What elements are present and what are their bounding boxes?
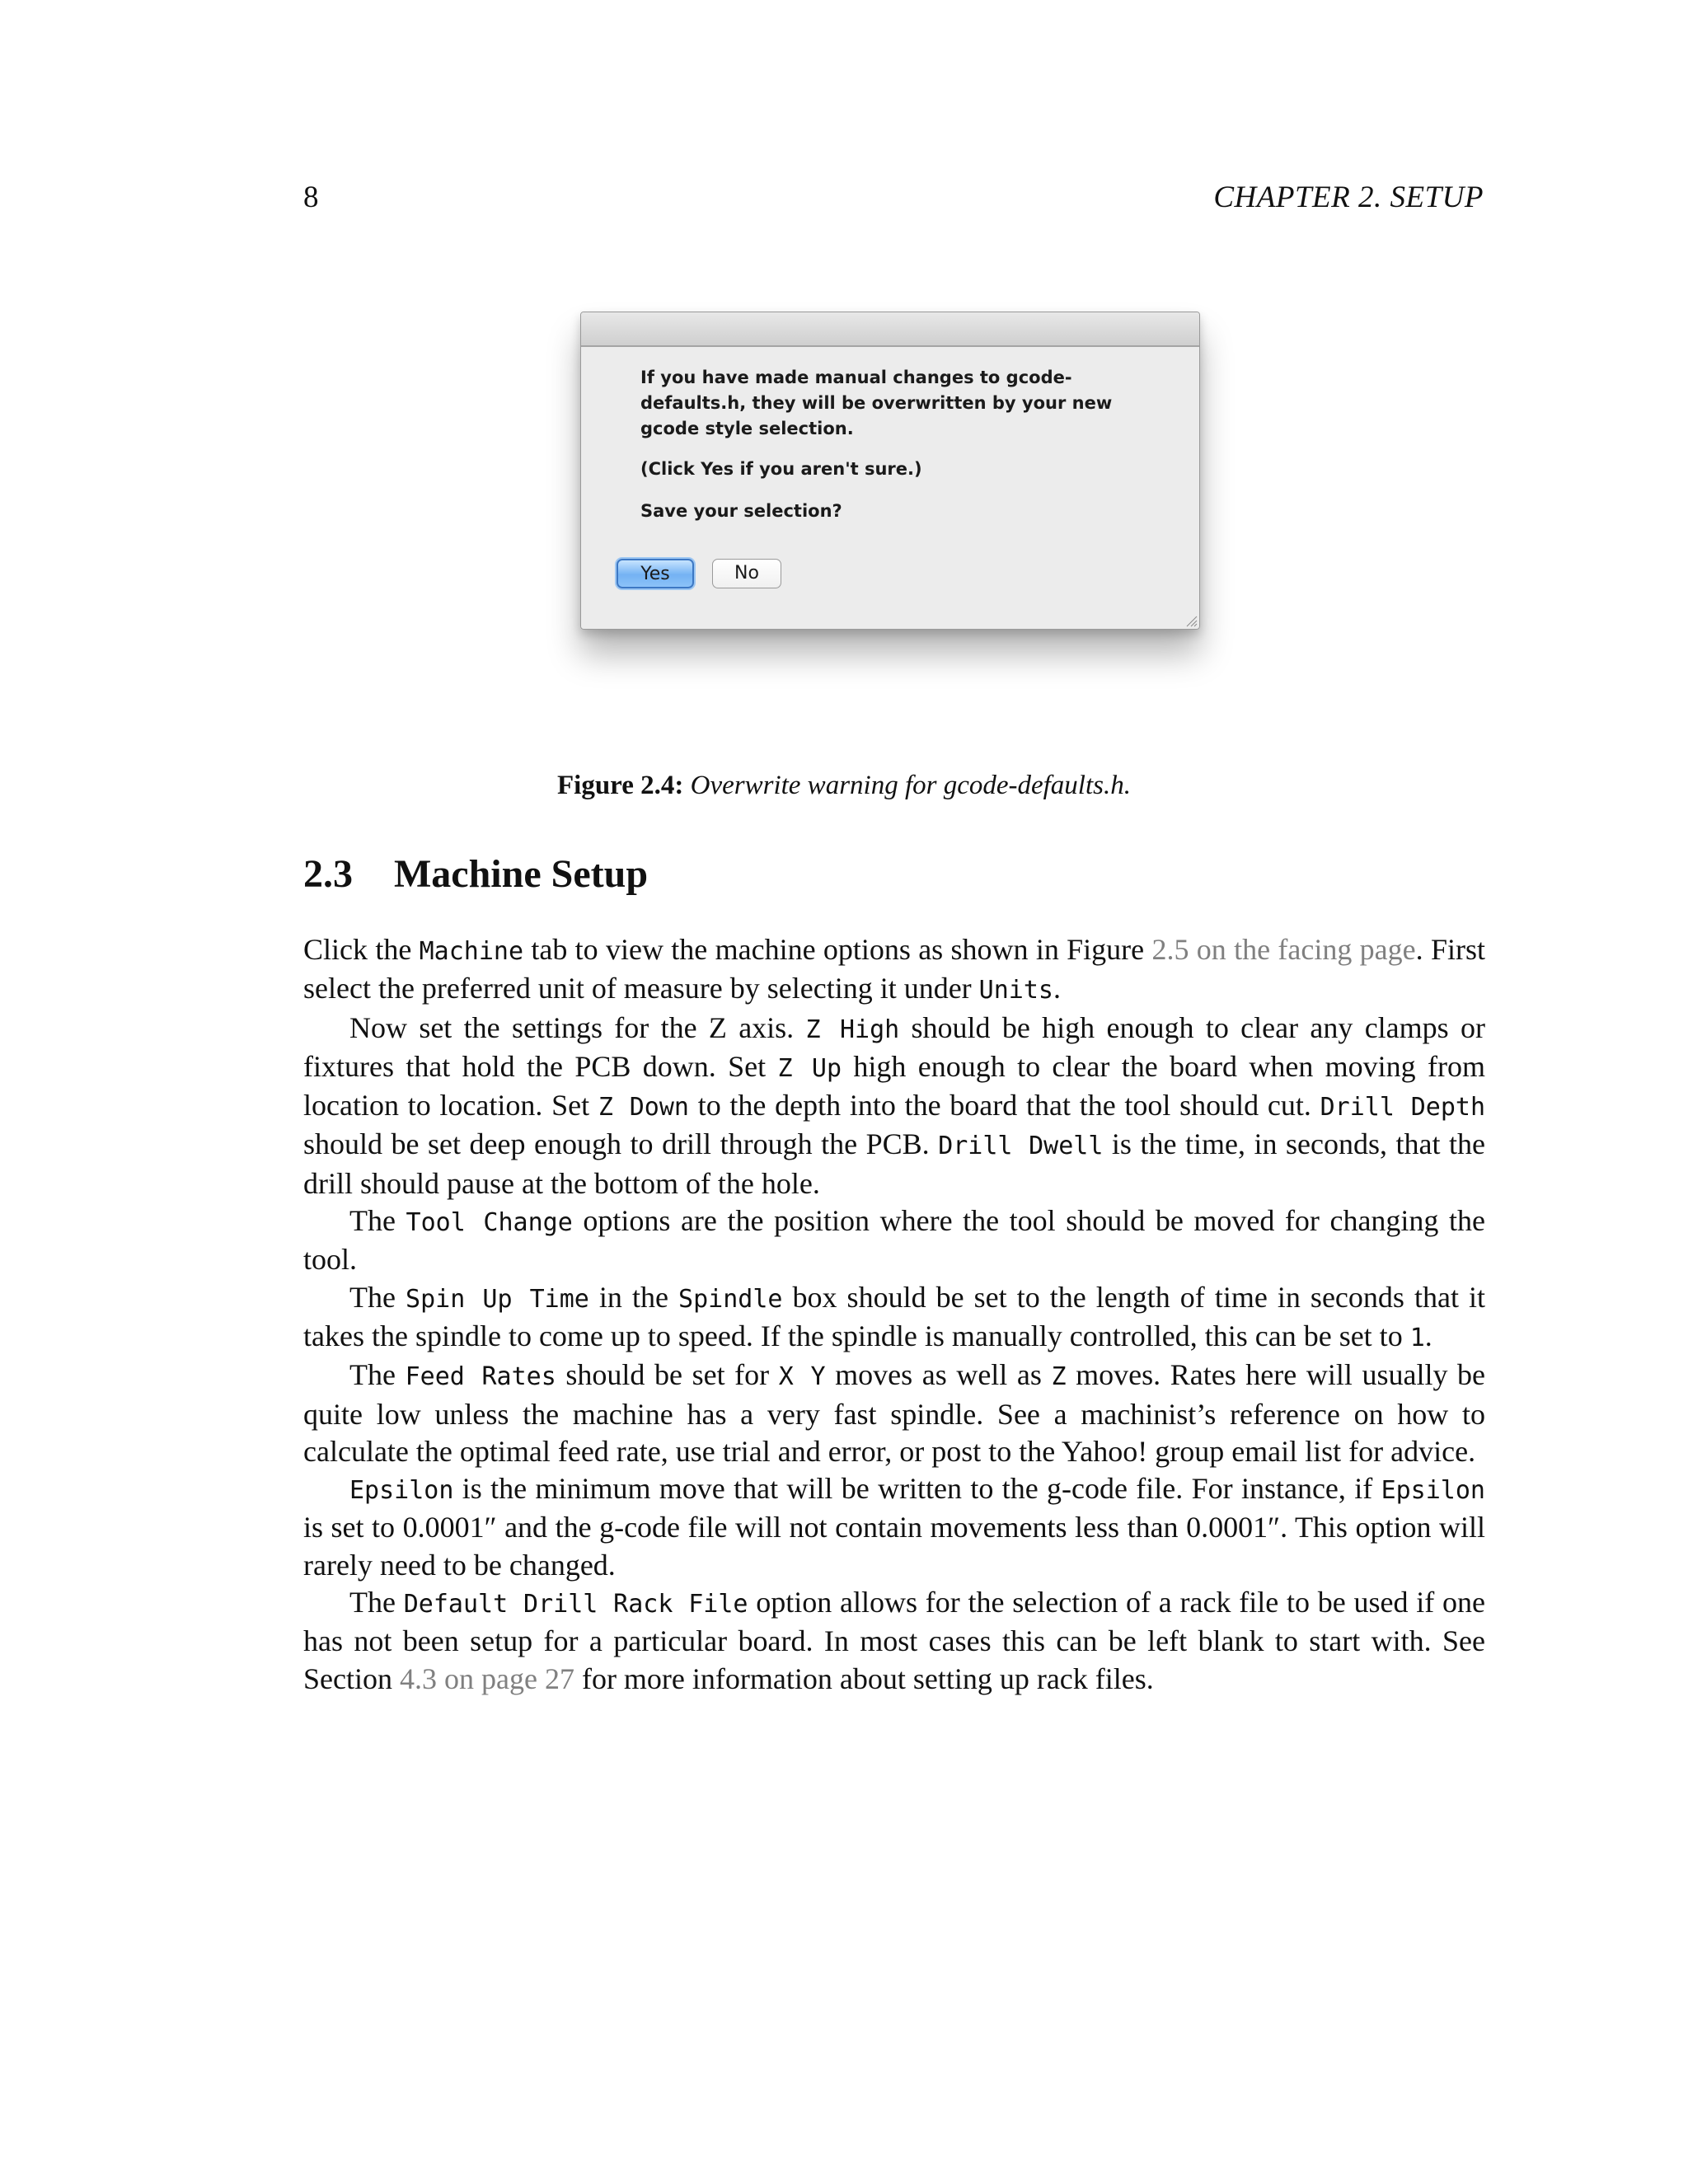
dialog-hint: (Click Yes if you aren't sure.) [640,459,922,479]
text-run: is the minimum move that will be written to the g-code file. For instance, if [453,1472,1381,1506]
paragraph [303,1470,1485,1584]
cross-reference-link[interactable]: 4.3 on page 27 [399,1661,574,1695]
text-run: in the [588,1280,679,1314]
no-button[interactable]: No [712,559,781,588]
resize-grip-icon[interactable] [1184,614,1198,627]
code-term: Z High [805,1015,900,1044]
text-run: should be set for [556,1358,779,1392]
text-run: The [349,1358,406,1392]
code-term: Z Up [777,1053,842,1083]
code-term: Z [1051,1362,1067,1392]
code-term: X Y [778,1362,826,1392]
code-term: 1 [1409,1323,1425,1352]
overwrite-warning-dialog [580,312,1200,630]
cross-reference-link[interactable]: 2.5 on the facing page [1151,933,1416,966]
dialog-titlebar[interactable] [581,312,1199,347]
paragraph [303,1202,1485,1279]
paragraph [303,1357,1485,1470]
paragraph [303,1584,1485,1698]
code-term: Spin Up Time [406,1284,589,1314]
code-term: Units [978,976,1053,1005]
text-run: Click the [303,933,420,966]
text-run: The [349,1586,404,1619]
text-run: box should be set to the length of time in seconds that it takes the spindle to come up to speed. If the spindle is manually controlled, this can be set to [303,1280,1485,1352]
dialog-message: If you have made manual changes to gcode-defaults.h, they will be overwritten by your new gcode style selection. [640,368,1113,438]
text-run: for more information about setting up rack files. [574,1661,1154,1695]
dialog-question: Save your selection? [640,501,842,521]
text-run: The [349,1204,406,1238]
text-run: should be set deep enough to drill through the PCB. [303,1127,939,1161]
body-text [303,931,1485,1698]
code-term: Machine [419,937,524,966]
code-term: Drill Depth [1320,1093,1485,1122]
text-run: tab to view the machine options as shown in Figure [523,933,1152,966]
figure-caption-text: Overwrite warning for gcode-defaults.h. [690,771,1131,800]
code-term: Spindle [678,1284,783,1314]
yes-button[interactable]: Yes [617,559,694,588]
section-heading [303,851,648,897]
text-run: moves as well as [825,1358,1052,1392]
text-run: moves. Rates here will usually be quite low unless the machine has a very fast spindle. See a machinist’s reference on how to calculate the optimal feed rate, use trial and error, or post to the Yahoo! group email list for advice. [303,1358,1486,1468]
code-term: Epsilon [349,1476,454,1506]
text-run: high enough to clear the board when moving from location to location. Set [303,1049,1486,1122]
figure-caption [0,771,1688,801]
page-number: 8 [303,180,319,214]
paragraph [303,1279,1485,1357]
text-run: to the depth into the board that the tool should cut. [688,1089,1320,1122]
figure-label: Figure 2.4: [557,771,684,800]
text-run: The [349,1280,406,1314]
text-run: options are the position where the tool should be moved for changing the tool. [303,1204,1485,1277]
code-term: Default Drill Rack File [403,1590,748,1619]
text-run: is the time, in seconds, that the drill should pause at the bottom of the hole. [303,1127,1485,1200]
text-run: option allows for the selection of a rack file to be used if one has not been setup for a particular board. In most cases this can be left blank to start with. See Section [303,1586,1485,1695]
paragraph [303,931,1485,1010]
code-term: Drill Dwell [938,1132,1104,1161]
code-term: Feed Rates [405,1362,556,1392]
paragraph [303,1010,1485,1202]
text-run: . [1053,972,1061,1005]
text-run: is set to 0.0001″ and the g-code file will not contain movements less than 0.0001″. This option will rarely need to be changed. [303,1511,1485,1582]
text-run: . [1424,1319,1432,1352]
code-term: Epsilon [1381,1476,1485,1506]
section-number: 2.3 [303,852,353,896]
code-term: Z Down [598,1093,689,1122]
text-run: should be high enough to clear any clamps or fixtures that hold the PCB down. Set [303,1010,1485,1083]
code-term: Tool Change [406,1208,573,1238]
section-title: Machine Setup [394,852,649,896]
running-header: CHAPTER 2. SETUP [1213,180,1484,214]
text-run: Now set the settings for the Z axis. [349,1010,806,1044]
text-run: . First select the preferred unit of measure by selecting it under [303,933,1485,1005]
